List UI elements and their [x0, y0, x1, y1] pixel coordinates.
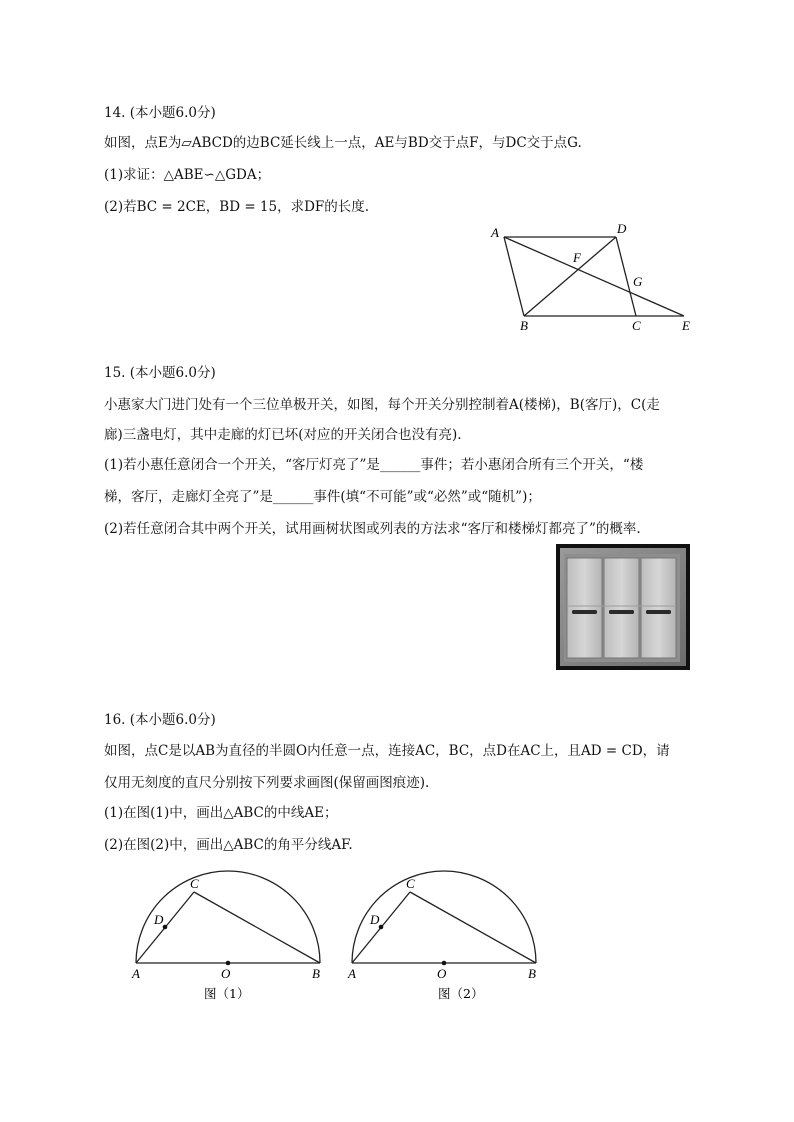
- label-A: A: [491, 225, 499, 240]
- q16-part2: (2)在图(2)中，画出△ABC的角平分线AF.: [104, 837, 353, 853]
- q15-switch-photo: [556, 544, 690, 670]
- semicircle-arc: [352, 871, 536, 963]
- label-A: A: [132, 966, 140, 981]
- label-C: C: [190, 876, 199, 891]
- label-B: B: [312, 966, 320, 981]
- q14-stem: 如图，点E为▱ABCD的边BC延长线上一点，AE与BD交于点F，与DC交于点G.: [104, 135, 582, 151]
- label-C: C: [406, 876, 415, 891]
- point-O: [226, 961, 231, 966]
- q15-part1-line1: (1)若小惠任意闭合一个开关，“客厅灯亮了”是______事件；若小惠闭合所有三个开关，“楼: [104, 457, 644, 473]
- segment-BC: [194, 892, 320, 963]
- label-G: G: [633, 274, 643, 289]
- q16-stem-line1: 如图，点C是以AB为直径的半圆O内任意一点，连接AC，BC，点D在AC上，且AD = CD，请: [104, 743, 670, 759]
- diagonal-BD: [524, 237, 616, 316]
- label-B: B: [520, 318, 528, 333]
- point-O: [442, 961, 447, 966]
- q16-stem-line2: 仅用无刻度的直尺分别按下列要求画图(保留画图痕迹).: [104, 775, 430, 791]
- switch-indicator-b: [609, 610, 634, 614]
- q16-figure-2: [342, 866, 552, 1006]
- label-D: D: [617, 221, 627, 236]
- label-O: O: [221, 966, 231, 981]
- q16-header: 16. (本小题6.0分): [104, 712, 216, 728]
- semicircle-arc: [136, 871, 320, 963]
- switch-indicator-c: [646, 610, 671, 614]
- label-B: B: [528, 966, 536, 981]
- q14-part2: (2)若BC = 2CE，BD = 15，求DF的长度.: [104, 199, 370, 215]
- label-O: O: [437, 966, 447, 981]
- q15-part1-line2: 梯，客厅，走廊灯全亮了”是______事件(填“不可能”或“必然”或“随机”)；: [104, 489, 541, 505]
- switch-rocker-c: [641, 558, 676, 658]
- segment-BC: [410, 892, 536, 963]
- q15-stem-line1: 小惠家大门进门处有一个三位单极开关，如图，每个开关分别控制着A(楼梯)，B(客厅)，C(走: [104, 397, 660, 413]
- q15-stem-line2: 廊)三盏电灯，其中走廊的灯已坏(对应的开关闭合也没有亮).: [104, 427, 462, 443]
- segment-AE: [504, 237, 684, 316]
- label-A: A: [348, 966, 356, 981]
- q14-part1: (1)求证：△ABE∽△GDA；: [104, 167, 271, 183]
- label-F: F: [573, 250, 581, 265]
- q15-header: 15. (本小题6.0分): [104, 365, 216, 381]
- label-C: C: [632, 318, 641, 333]
- label-D: D: [154, 912, 164, 927]
- q14-header: 14. (本小题6.0分): [104, 105, 216, 121]
- switch-indicator-a: [572, 610, 597, 614]
- q15-part2: (2)若任意闭合其中两个开关，试用画树状图或列表的方法求“客厅和楼梯灯都亮了”的概率.: [104, 521, 641, 537]
- switch-rocker-b: [604, 558, 639, 658]
- figure-1-caption: 图（1）: [204, 986, 250, 1001]
- label-E: E: [682, 318, 690, 333]
- switch-rocker-a: [567, 558, 602, 658]
- label-D: D: [370, 912, 380, 927]
- q16-figure-1: [126, 866, 336, 1006]
- q16-part1: (1)在图(1)中，画出△ABC的中线AE；: [104, 805, 338, 821]
- edge-AB: [504, 237, 524, 316]
- q14-parallelogram-figure: [486, 218, 706, 336]
- figure-2-caption: 图（2）: [438, 986, 484, 1001]
